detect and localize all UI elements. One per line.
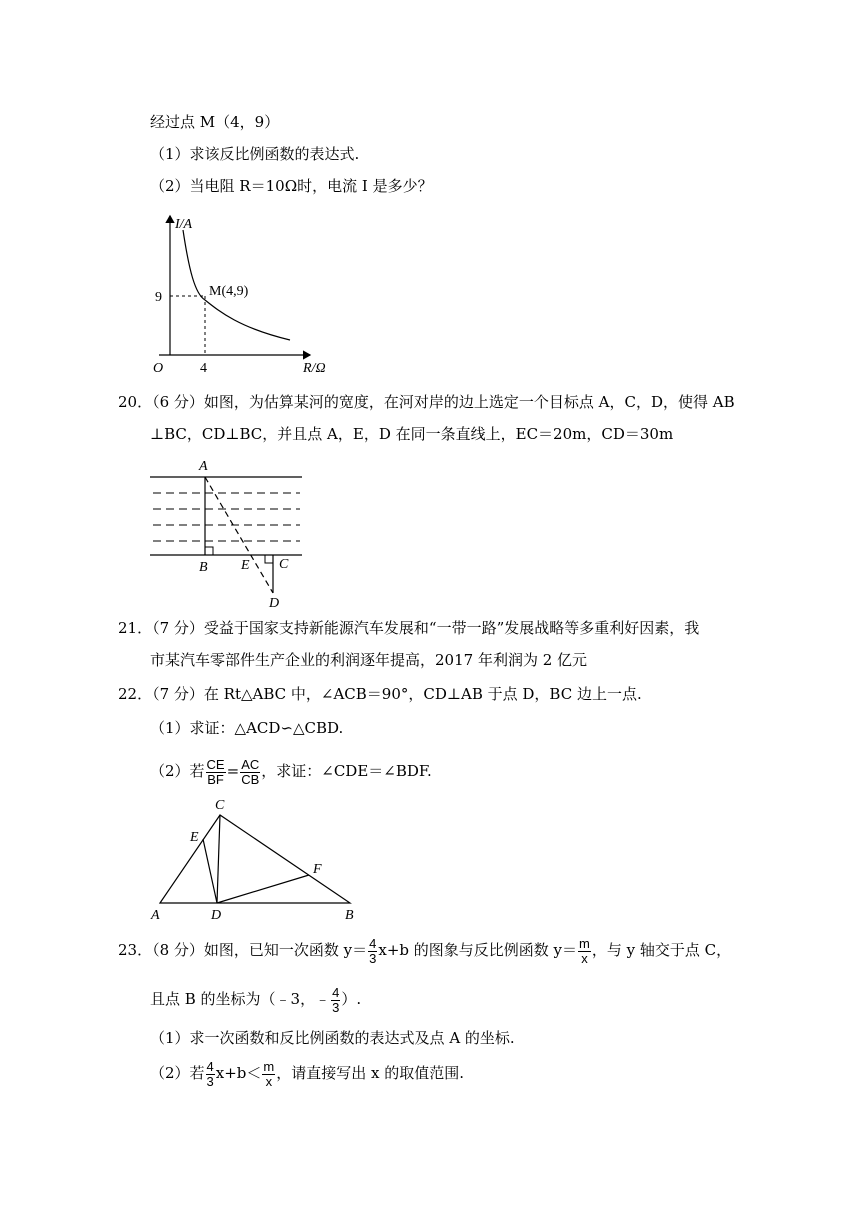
fraction-m-x: $\frac{m}{x}$ [579,935,590,966]
fraction-4-3: $\frac{4}{3}$ [369,935,377,966]
right-angle-B [205,547,213,555]
label-A: A [199,459,208,474]
p23-q2-a: （2）若 [150,1064,205,1082]
p22-equals: = [226,762,240,780]
origin-label: O [153,361,164,376]
p19-graph [145,210,345,380]
p20-line1: 20．（6 分）如图，为估算某河的宽度，在河对岸的边上选定一个目标点 A，C，D，使得 AB [118,393,735,411]
x-tick-label: 4 [200,361,207,376]
p19-question2: （2）当电阻 R＝10Ω时，电流 I 是多少？ [150,177,433,195]
label-B: B [345,908,354,920]
y-axis-label: I/A [175,217,193,232]
p21-line2: 市某汽车零部件生产企业的利润逐年提高，2017 年利润为 2 亿元 [150,651,588,669]
p22-q2-suffix: ，求证：∠CDE＝∠BDF. [261,762,432,780]
p22-line1: 22．（7 分）在 Rt△ABC 中，∠ACB＝90°，CD⊥AB 于点 D，BC 边上一点. [118,685,642,703]
p23-line1-a: 23．（8 分）如图，已知一次函数 y＝ [118,941,368,959]
label-C: C [279,557,289,572]
x-axis-label: R/Ω [303,361,326,376]
p23-question2 [150,1056,464,1090]
p22-q2-prefix: （2）若 [150,762,205,780]
label-D: D [211,908,222,920]
fraction-ce-bf: $\frac{CE}{BF}$ [206,756,225,787]
segment-AD [205,477,273,593]
segment-ED [203,839,217,903]
p19-question1: （1）求该反比例函数的表达式. [150,145,360,163]
fraction-m-x-b: $\frac{m}{x}$ [263,1058,275,1089]
p23-question1: （1）求一次函数和反比例函数的表达式及点 A 的坐标. [150,1029,515,1047]
label-E: E [241,558,250,573]
label-B: B [199,560,208,575]
fraction-4-3-c: $\frac{4}{3}$ [206,1058,214,1089]
label-C: C [215,798,225,813]
p22-question2 [150,754,432,788]
label-E: E [190,830,199,845]
p20-line2: ⊥BC，CD⊥BC，并且点 A，E，D 在同一条直线上，EC＝20m，CD＝30m [150,425,674,443]
p21-line1: 21．（7 分）受益于国家支持新能源汽车发展和“一带一路”发展战略等多重利好因素，我 [118,619,700,637]
p22-triangle-figure [145,795,370,920]
p23-line2-a: 且点 B 的坐标为（﹣3，﹣ [150,990,331,1008]
p23-line1-b: x+b 的图象与反比例函数 y＝ [378,941,578,959]
p20-river-figure [145,455,310,610]
p23-q2-b: x+b＜ [215,1064,262,1082]
p23-line1-c: ，与 y 轴交于点 C， [591,941,732,959]
y-tick-label: 9 [155,290,162,305]
p23-q2-c: ，请直接写出 x 的取值范围. [276,1064,465,1082]
segment-CD [217,815,220,903]
p23-line2-b: ）. [341,990,362,1008]
p19-line1: 经过点 M（4，9） [150,113,280,131]
segment-DF [217,875,309,903]
p23-line2 [150,982,361,1016]
p22-question1: （1）求证：△ACD∽△CBD. [150,719,344,737]
point-label: M(4,9) [209,284,249,299]
fraction-4-3-b: $\frac{4}{3}$ [332,984,340,1015]
label-F: F [313,862,322,877]
label-D: D [269,596,280,610]
p23-line1 [118,933,731,967]
label-A: A [151,908,160,920]
fraction-ac-cb: $\frac{AC}{CB}$ [241,756,260,787]
triangle-ABC [160,815,350,903]
right-angle-C [265,555,273,563]
